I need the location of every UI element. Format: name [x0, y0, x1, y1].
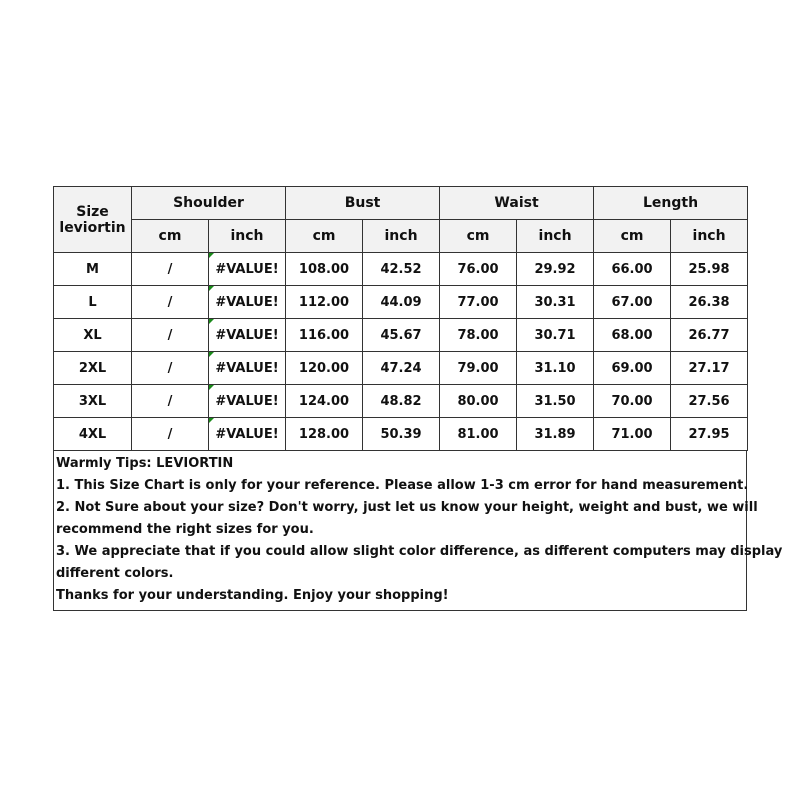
- unit-header: inch: [671, 220, 748, 253]
- size-cell: 2XL: [54, 352, 132, 385]
- value-cell: 26.77: [671, 319, 748, 352]
- value-cell: 27.17: [671, 352, 748, 385]
- tip-line: recommend the right sizes for you.: [56, 522, 314, 537]
- tip-line: Thanks for your understanding. Enjoy your shopping!: [56, 588, 449, 603]
- value-cell: 50.39: [363, 418, 440, 451]
- value-cell: 45.67: [363, 319, 440, 352]
- tip-line: 3. We appreciate that if you could allow slight color difference, as different computers may display: [56, 544, 783, 559]
- value-cell: 69.00: [594, 352, 671, 385]
- value-cell: /: [132, 253, 209, 286]
- tip-line: Warmly Tips: LEVIORTIN: [56, 456, 234, 471]
- value-cell: 48.82: [363, 385, 440, 418]
- value-cell: 112.00: [286, 286, 363, 319]
- value-cell: #VALUE!: [209, 253, 286, 286]
- value-cell: 42.52: [363, 253, 440, 286]
- tip-line: 2. Not Sure about your size? Don't worry, just let us know your height, weight and bust, we will: [56, 500, 758, 515]
- group-header: Waist: [440, 187, 594, 220]
- value-cell: /: [132, 352, 209, 385]
- size-label: Size: [76, 203, 109, 220]
- value-cell: 27.56: [671, 385, 748, 418]
- tip-line: 1. This Size Chart is only for your reference. Please allow 1-3 cm error for hand measurement.: [56, 478, 749, 493]
- size-cell: M: [54, 253, 132, 286]
- table-row: [54, 319, 748, 352]
- value-cell: /: [132, 319, 209, 352]
- value-cell: 77.00: [440, 286, 517, 319]
- value-cell: /: [132, 418, 209, 451]
- value-cell: 128.00: [286, 418, 363, 451]
- value-cell: 31.89: [517, 418, 594, 451]
- size-header: [54, 187, 132, 253]
- group-header: Length: [594, 187, 748, 220]
- value-cell: 47.24: [363, 352, 440, 385]
- value-cell: 26.38: [671, 286, 748, 319]
- size-cell: L: [54, 286, 132, 319]
- value-cell: 30.31: [517, 286, 594, 319]
- unit-header: inch: [517, 220, 594, 253]
- value-cell: 116.00: [286, 319, 363, 352]
- value-cell: #VALUE!: [209, 286, 286, 319]
- value-cell: /: [132, 385, 209, 418]
- value-cell: #VALUE!: [209, 319, 286, 352]
- group-header: Shoulder: [132, 187, 286, 220]
- table-row: [54, 253, 748, 286]
- value-cell: #VALUE!: [209, 352, 286, 385]
- value-cell: 70.00: [594, 385, 671, 418]
- value-cell: #VALUE!: [209, 418, 286, 451]
- unit-header: inch: [209, 220, 286, 253]
- size-cell: 4XL: [54, 418, 132, 451]
- unit-header: cm: [286, 220, 363, 253]
- tip-line: different colors.: [56, 566, 174, 581]
- value-cell: 71.00: [594, 418, 671, 451]
- value-cell: /: [132, 286, 209, 319]
- value-cell: #VALUE!: [209, 385, 286, 418]
- value-cell: 25.98: [671, 253, 748, 286]
- table-row: [54, 286, 748, 319]
- size-cell: 3XL: [54, 385, 132, 418]
- value-cell: 44.09: [363, 286, 440, 319]
- brand-label: leviortin: [59, 219, 126, 236]
- value-cell: 80.00: [440, 385, 517, 418]
- unit-header: inch: [363, 220, 440, 253]
- value-cell: 68.00: [594, 319, 671, 352]
- value-cell: 66.00: [594, 253, 671, 286]
- value-cell: 67.00: [594, 286, 671, 319]
- size-cell: XL: [54, 319, 132, 352]
- value-cell: 124.00: [286, 385, 363, 418]
- table-row: [54, 418, 748, 451]
- value-cell: 81.00: [440, 418, 517, 451]
- table-row: [54, 385, 748, 418]
- value-cell: 31.10: [517, 352, 594, 385]
- group-header: Bust: [286, 187, 440, 220]
- unit-header: cm: [594, 220, 671, 253]
- value-cell: 31.50: [517, 385, 594, 418]
- size-chart-table: [53, 186, 748, 451]
- unit-header: cm: [132, 220, 209, 253]
- tips-box: [53, 450, 783, 611]
- value-cell: 30.71: [517, 319, 594, 352]
- value-cell: 78.00: [440, 319, 517, 352]
- value-cell: 76.00: [440, 253, 517, 286]
- table-row: [54, 352, 748, 385]
- value-cell: 79.00: [440, 352, 517, 385]
- unit-header: cm: [440, 220, 517, 253]
- value-cell: 27.95: [671, 418, 748, 451]
- value-cell: 108.00: [286, 253, 363, 286]
- value-cell: 120.00: [286, 352, 363, 385]
- value-cell: 29.92: [517, 253, 594, 286]
